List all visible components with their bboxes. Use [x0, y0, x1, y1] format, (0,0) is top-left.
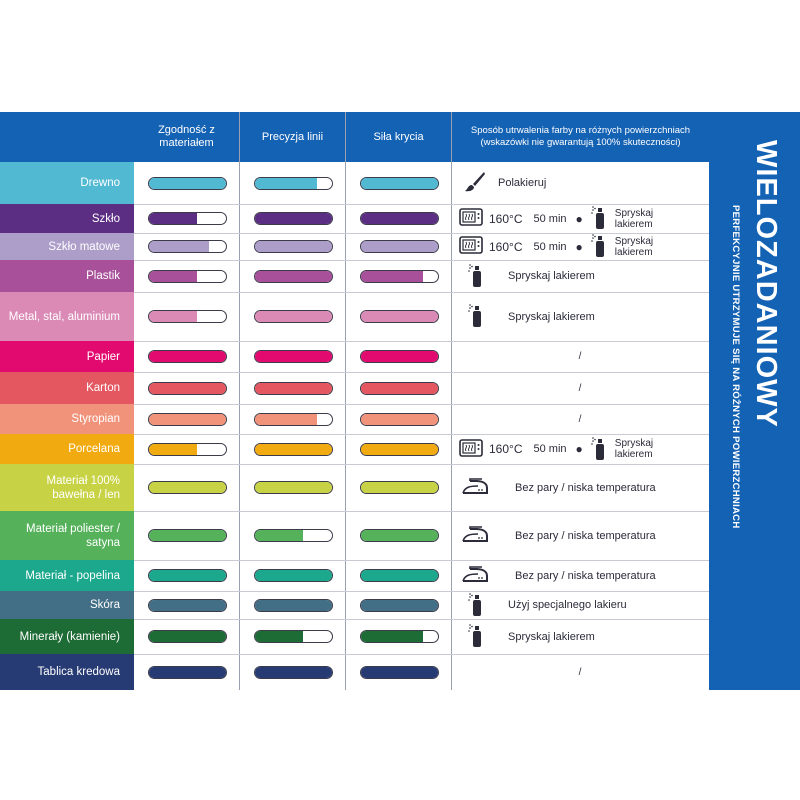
row-label-text: Tablica kredowa [37, 666, 120, 678]
row-label [0, 162, 134, 204]
header-corner [0, 112, 134, 162]
row-label [0, 292, 134, 341]
header-line-precision: Precyzja linii [240, 112, 345, 162]
row-label [0, 233, 134, 260]
coverage-rating-bar [360, 443, 439, 456]
row-label-text: Plastik [86, 270, 120, 282]
rating-fill [149, 311, 197, 322]
compatibility-rating-bar [148, 177, 227, 190]
row-label-text: Styropian [71, 413, 120, 425]
fixing-method [452, 341, 708, 372]
rating-fill [361, 444, 438, 455]
coverage-rating-bar [360, 481, 439, 494]
row-label-text: Skóra [89, 599, 120, 611]
row-label-text: Szkło [91, 212, 120, 225]
row-label-text: Szkło matowe [48, 240, 120, 253]
row-label-text: Karton [86, 382, 120, 394]
spray-text-line1: Spryskaj [614, 207, 654, 219]
fixing-method [452, 292, 708, 341]
compatibility-rating-bar [148, 443, 227, 456]
rating-fill [361, 414, 438, 425]
row-label-text: Materiał - popelina [25, 569, 120, 582]
row-label [0, 591, 134, 619]
spray-can-icon [468, 262, 484, 291]
method-text: Bez pary / niska temperatura [515, 569, 656, 582]
method-text: Bez pary / niska temperatura [515, 529, 656, 542]
precision-rating-bar [254, 413, 333, 426]
method-none: / [578, 666, 582, 678]
iron-icon [460, 476, 490, 499]
rating-fill [149, 178, 226, 189]
compatibility-rating-bar [148, 310, 227, 323]
side-title: WIELOZADANIOWY [750, 140, 782, 428]
rating-fill [255, 271, 332, 282]
header-coverage: Siła krycia [346, 112, 451, 162]
spray-text-line2: lakierem [614, 218, 653, 230]
rating-fill [255, 570, 332, 581]
rating-fill [361, 178, 438, 189]
rating-fill [149, 383, 226, 394]
fixing-method [452, 162, 708, 204]
coverage-rating-bar [360, 599, 439, 612]
compatibility-rating-bar [148, 529, 227, 542]
rating-fill [255, 351, 332, 362]
row-label [0, 619, 134, 654]
rating-fill [361, 311, 438, 322]
rating-fill [255, 414, 317, 425]
rating-fill [149, 530, 226, 541]
fixing-method [452, 619, 708, 654]
coverage-rating-bar [360, 382, 439, 395]
rating-fill [149, 241, 209, 252]
spray-can-icon [591, 435, 607, 464]
bake-time: 50 min [533, 212, 567, 225]
fixing-method [452, 233, 708, 260]
precision-rating-bar [254, 310, 333, 323]
precision-rating-bar [254, 350, 333, 363]
spray-text-line1: Spryskaj [614, 438, 654, 449]
precision-rating-bar [254, 443, 333, 456]
fixing-method [452, 434, 708, 464]
header-compatibility: Zgodność z materiałem [134, 112, 239, 162]
row-label [0, 434, 134, 464]
precision-rating-bar [254, 177, 333, 190]
precision-rating-bar [254, 569, 333, 582]
coverage-rating-bar [360, 212, 439, 225]
compatibility-rating-bar [148, 630, 227, 643]
coverage-rating-bar [360, 240, 439, 253]
rating-fill [255, 213, 332, 224]
row-label [0, 372, 134, 404]
compatibility-table [0, 112, 800, 690]
precision-rating-bar [254, 481, 333, 494]
row-label [0, 654, 134, 690]
compatibility-rating-bar [148, 413, 227, 426]
row-label [0, 341, 134, 372]
compatibility-rating-bar [148, 599, 227, 612]
compatibility-rating-bar [148, 569, 227, 582]
compatibility-rating-bar [148, 270, 227, 283]
method-none: / [578, 351, 582, 362]
spray-can-icon [591, 232, 607, 261]
spray-text [615, 208, 653, 230]
rating-fill [149, 600, 226, 611]
rating-fill [361, 530, 438, 541]
rating-fill [149, 631, 226, 642]
rating-fill [255, 667, 332, 678]
rating-fill [361, 631, 423, 642]
bake-temperature: 160°C [489, 211, 523, 226]
header-fixing-method-title: Sposób utrwalenia farby na różnych powierzchniach [470, 125, 691, 136]
spray-can-icon [468, 302, 484, 331]
method-text: Spryskaj lakierem [508, 310, 595, 323]
header-fixing-method [452, 112, 709, 162]
row-label [0, 260, 134, 292]
method-text: Polakieruj [498, 177, 547, 189]
fixing-method [452, 260, 708, 292]
fixing-method [452, 464, 708, 511]
spray-text-line2: lakierem [614, 246, 653, 258]
compatibility-rating-bar [148, 212, 227, 225]
rating-fill [149, 271, 197, 282]
column-divider [345, 112, 346, 690]
fixing-method [452, 591, 708, 619]
rating-fill [361, 271, 423, 282]
row-label [0, 511, 134, 560]
row-label-text: Materiał poliester / satyna [26, 522, 120, 549]
spray-can-icon [468, 591, 484, 620]
precision-rating-bar [254, 212, 333, 225]
rating-fill [149, 570, 226, 581]
spray-text-line2: lakierem [614, 449, 653, 460]
rating-fill [255, 530, 303, 541]
row-label [0, 404, 134, 434]
oven-icon [459, 208, 483, 229]
precision-rating-bar [254, 240, 333, 253]
compatibility-rating-bar [148, 666, 227, 679]
rating-fill [255, 631, 303, 642]
compatibility-rating-bar [148, 240, 227, 253]
rating-fill [149, 482, 226, 493]
header-fixing-method-note: (wskazówki nie gwarantują 100% skuteczności) [480, 137, 681, 148]
row-label [0, 204, 134, 233]
coverage-rating-bar [360, 529, 439, 542]
rating-fill [361, 482, 438, 493]
coverage-rating-bar [360, 350, 439, 363]
method-text: Spryskaj lakierem [508, 630, 595, 643]
rating-fill [361, 383, 438, 394]
row-label-text: Papier [86, 350, 120, 363]
column-divider [239, 112, 240, 690]
row-label [0, 464, 134, 511]
rating-fill [255, 178, 317, 189]
paintbrush-icon [464, 171, 486, 196]
spray-text [615, 438, 653, 460]
fixing-method [452, 404, 708, 434]
rating-fill [255, 311, 332, 322]
rating-fill [255, 600, 332, 611]
fixing-method [452, 204, 708, 233]
bullet-icon: ● [575, 211, 583, 226]
method-text: Użyj specjalnego lakieru [508, 599, 627, 611]
rating-fill [149, 213, 197, 224]
compatibility-rating-bar [148, 350, 227, 363]
row-label-text: Minerały (kamienie) [19, 630, 120, 643]
rating-fill [255, 444, 332, 455]
method-text: Spryskaj lakierem [508, 270, 595, 282]
bake-time: 50 min [533, 443, 567, 455]
fixing-method [452, 560, 708, 591]
iron-icon [460, 524, 490, 547]
rating-fill [149, 444, 197, 455]
fixing-method [452, 372, 708, 404]
spray-can-icon [591, 204, 607, 233]
iron-icon [460, 564, 490, 587]
row-label-text: Materiał 100% bawełna / len [46, 474, 120, 501]
row-label-text: Porcelana [68, 443, 120, 455]
compatibility-rating-bar [148, 481, 227, 494]
coverage-rating-bar [360, 630, 439, 643]
bullet-icon: ● [575, 239, 583, 254]
rating-fill [255, 482, 332, 493]
coverage-rating-bar [360, 413, 439, 426]
coverage-rating-bar [360, 177, 439, 190]
rating-fill [255, 241, 332, 252]
fixing-method [452, 654, 708, 690]
precision-rating-bar [254, 270, 333, 283]
compatibility-rating-bar [148, 382, 227, 395]
oven-icon [459, 439, 483, 460]
precision-rating-bar [254, 529, 333, 542]
method-text: Bez pary / niska temperatura [515, 481, 656, 494]
rating-fill [361, 667, 438, 678]
precision-rating-bar [254, 382, 333, 395]
fixing-method [452, 511, 708, 560]
spray-text-line1: Spryskaj [614, 235, 654, 247]
coverage-rating-bar [360, 310, 439, 323]
rating-fill [361, 600, 438, 611]
coverage-rating-bar [360, 569, 439, 582]
row-label-text: Drewno [80, 177, 120, 189]
rating-fill [361, 351, 438, 362]
row-label [0, 560, 134, 591]
spray-text [615, 236, 653, 258]
rating-fill [361, 570, 438, 581]
rating-fill [149, 667, 226, 678]
precision-rating-bar [254, 666, 333, 679]
bake-temperature: 160°C [489, 239, 523, 254]
rating-fill [255, 383, 332, 394]
rating-fill [149, 351, 226, 362]
bullet-icon: ● [575, 442, 583, 456]
rating-fill [361, 213, 438, 224]
coverage-rating-bar [360, 666, 439, 679]
precision-rating-bar [254, 630, 333, 643]
side-subtitle: PERFEKCYJNIE UTRZYMUJE SIĘ NA RÓŻNYCH POWIERZCHNIACH [730, 205, 741, 529]
precision-rating-bar [254, 599, 333, 612]
bake-temperature: 160°C [489, 442, 523, 456]
coverage-rating-bar [360, 270, 439, 283]
spray-can-icon [468, 622, 484, 651]
bake-time: 50 min [533, 240, 567, 253]
rating-fill [361, 241, 438, 252]
row-label-text: Metal, stal, aluminium [8, 310, 120, 323]
method-none: / [578, 382, 582, 394]
oven-icon [459, 236, 483, 257]
rating-fill [149, 414, 226, 425]
method-none: / [578, 413, 582, 425]
